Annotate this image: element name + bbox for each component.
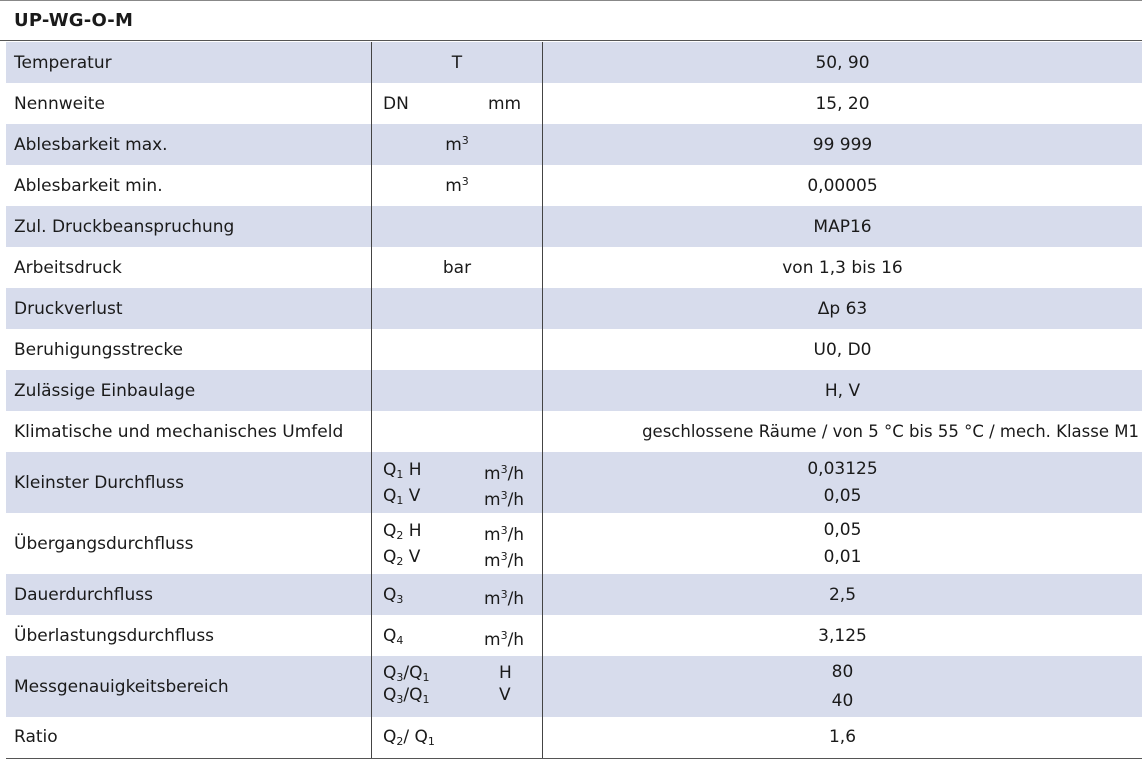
row-value: von 1,3 bis 16 <box>782 257 903 278</box>
symbol-line <box>372 483 542 509</box>
unit-base: m <box>484 588 501 609</box>
row-label: Druckverlust <box>6 288 372 329</box>
row-unit: mm <box>488 93 522 114</box>
row-symbol-cell <box>372 574 543 615</box>
symbol-subscript: 3 <box>396 671 404 684</box>
symbol-q: Q <box>383 546 397 567</box>
row-value: 1,6 <box>543 717 1142 758</box>
symbol-subscript: 1 <box>396 467 404 481</box>
row-symbol-cell <box>372 411 543 452</box>
row-value: 0,03125 <box>807 458 878 479</box>
unit-exponent: 3 <box>500 488 508 502</box>
row-value: 99 999 <box>543 124 1142 165</box>
table-row <box>6 288 1142 329</box>
table-row <box>6 83 1142 124</box>
symbol-line <box>372 662 542 684</box>
unit-exponent: 3 <box>500 462 508 476</box>
symbol-separator: /Q <box>403 685 423 705</box>
row-value: 50, 90 <box>543 42 1142 83</box>
row-symbol-cell <box>372 615 543 656</box>
row-label: Temperatur <box>6 42 372 83</box>
row-unit-cell <box>372 165 543 206</box>
table-row <box>6 165 1142 206</box>
table-row <box>6 574 1142 615</box>
symbol-q: Q <box>383 727 397 748</box>
product-title: UP-WG-O-M <box>14 10 134 31</box>
row-symbol: DN <box>383 93 409 114</box>
symbol-suffix: H <box>499 663 512 683</box>
row-value: 2,5 <box>543 574 1142 615</box>
symbol-line <box>372 544 542 570</box>
row-value: H, V <box>543 370 1142 411</box>
row-value: 80 <box>831 661 854 682</box>
row-symbol-cell <box>372 656 543 717</box>
row-label: Überlastungsdurchfluss <box>6 615 372 656</box>
unit-rest: /h <box>507 629 525 650</box>
spec-table <box>6 42 1142 759</box>
table-row <box>6 615 1142 656</box>
row-value-cell <box>543 656 1142 717</box>
row-value: 40 <box>831 690 854 711</box>
symbol-subscript: 1 <box>427 735 435 749</box>
unit-rest: /h <box>507 463 525 484</box>
row-value: U0, D0 <box>813 339 872 360</box>
symbol-suffix: H <box>408 520 422 541</box>
row-unit-exponent: 3 <box>461 175 469 188</box>
symbol-q: Q <box>383 520 397 541</box>
symbol-suffix: V <box>499 685 511 705</box>
row-value: MAP16 <box>543 206 1142 247</box>
row-label: Ratio <box>6 717 372 758</box>
table-row <box>6 370 1142 411</box>
symbol-q: Q <box>383 485 397 506</box>
row-value: Δp 63 <box>543 288 1142 329</box>
unit-base: m <box>484 524 501 545</box>
unit-base: m <box>484 629 501 650</box>
row-value: 0,05 <box>823 485 862 506</box>
row-label: Beruhigungsstrecke <box>6 329 372 370</box>
row-label: Klimatische und mechanisches Umfeld <box>6 411 372 452</box>
unit-rest: /h <box>507 489 525 510</box>
table-row <box>6 124 1142 165</box>
symbol-suffix: V <box>408 485 421 506</box>
row-unit: m <box>445 176 462 196</box>
symbol-subscript: 4 <box>396 633 404 647</box>
title-row <box>0 0 1142 41</box>
row-value: 0,05 <box>823 519 862 540</box>
symbol-subscript: 1 <box>422 693 430 706</box>
row-value: 3,125 <box>818 625 867 646</box>
unit-rest: /h <box>507 588 525 609</box>
row-unit: m <box>445 135 462 155</box>
row-label: Ablesbarkeit min. <box>6 165 372 206</box>
symbol-subscript: 2 <box>396 528 404 542</box>
symbol-subscript: 3 <box>396 592 404 606</box>
row-value: 0,00005 <box>807 175 878 196</box>
row-label: Zul. Druckbeanspruchung <box>6 206 372 247</box>
symbol-subscript: 1 <box>396 493 404 507</box>
row-value: geschlossene Räume / von 5 °C bis 55 °C / mech. Klasse M1 <box>642 422 1139 441</box>
symbol-subscript: 2 <box>396 735 404 749</box>
row-label: Arbeitsdruck <box>6 247 372 288</box>
row-symbol-cell <box>372 206 543 247</box>
unit-exponent: 3 <box>500 523 508 537</box>
symbol-q: Q <box>383 459 397 480</box>
row-symbol-cell <box>372 370 543 411</box>
symbol-suffix: V <box>408 546 421 567</box>
table-row <box>6 329 1142 370</box>
symbol-separator: / Q <box>403 727 428 748</box>
row-value-cell <box>543 452 1142 513</box>
symbol-line <box>372 684 542 706</box>
row-symbol-cell <box>372 83 543 124</box>
row-symbol-cell <box>372 513 543 574</box>
table-row <box>6 717 1142 758</box>
symbol-line <box>372 518 542 544</box>
unit-exponent: 3 <box>500 628 508 642</box>
row-unit-exponent: 3 <box>461 134 469 147</box>
row-unit: bar <box>372 247 543 288</box>
row-value-cell <box>543 513 1142 574</box>
row-label: Kleinster Durchfluss <box>6 452 372 513</box>
table-row <box>6 452 1142 513</box>
table-row <box>6 411 1142 452</box>
unit-exponent: 3 <box>500 587 508 601</box>
row-label: Nennweite <box>6 83 372 124</box>
symbol-q: Q <box>383 685 397 705</box>
table-row <box>6 513 1142 574</box>
table-row <box>6 206 1142 247</box>
unit-rest: /h <box>507 550 525 571</box>
row-value: 0,01 <box>823 546 862 567</box>
row-symbol-cell <box>372 288 543 329</box>
unit-exponent: 3 <box>500 549 508 563</box>
symbol-q: Q <box>383 584 397 605</box>
symbol-subscript: 1 <box>422 671 430 684</box>
row-symbol: T <box>372 42 543 83</box>
row-symbol-cell <box>372 329 543 370</box>
unit-base: m <box>484 550 501 571</box>
table-row <box>6 42 1142 83</box>
table-row <box>6 656 1142 717</box>
row-label: Messgenauigkeitsbereich <box>6 656 372 717</box>
row-label: Zulässige Einbaulage <box>6 370 372 411</box>
row-label: Übergangsdurchfluss <box>6 513 372 574</box>
row-symbol-cell <box>372 452 543 513</box>
unit-base: m <box>484 463 501 484</box>
row-label: Ablesbarkeit max. <box>6 124 372 165</box>
symbol-line <box>372 457 542 483</box>
unit-rest: /h <box>507 524 525 545</box>
symbol-suffix: H <box>408 459 422 480</box>
row-symbol-cell <box>372 717 543 758</box>
row-label: Dauerdurchfluss <box>6 574 372 615</box>
unit-base: m <box>484 489 501 510</box>
symbol-q: Q <box>383 663 397 683</box>
row-unit-cell <box>372 124 543 165</box>
symbol-subscript: 2 <box>396 554 404 568</box>
table-row <box>6 247 1142 288</box>
symbol-subscript: 3 <box>396 693 404 706</box>
row-value: 15, 20 <box>815 93 870 114</box>
symbol-q: Q <box>383 625 397 646</box>
symbol-separator: /Q <box>403 663 423 683</box>
